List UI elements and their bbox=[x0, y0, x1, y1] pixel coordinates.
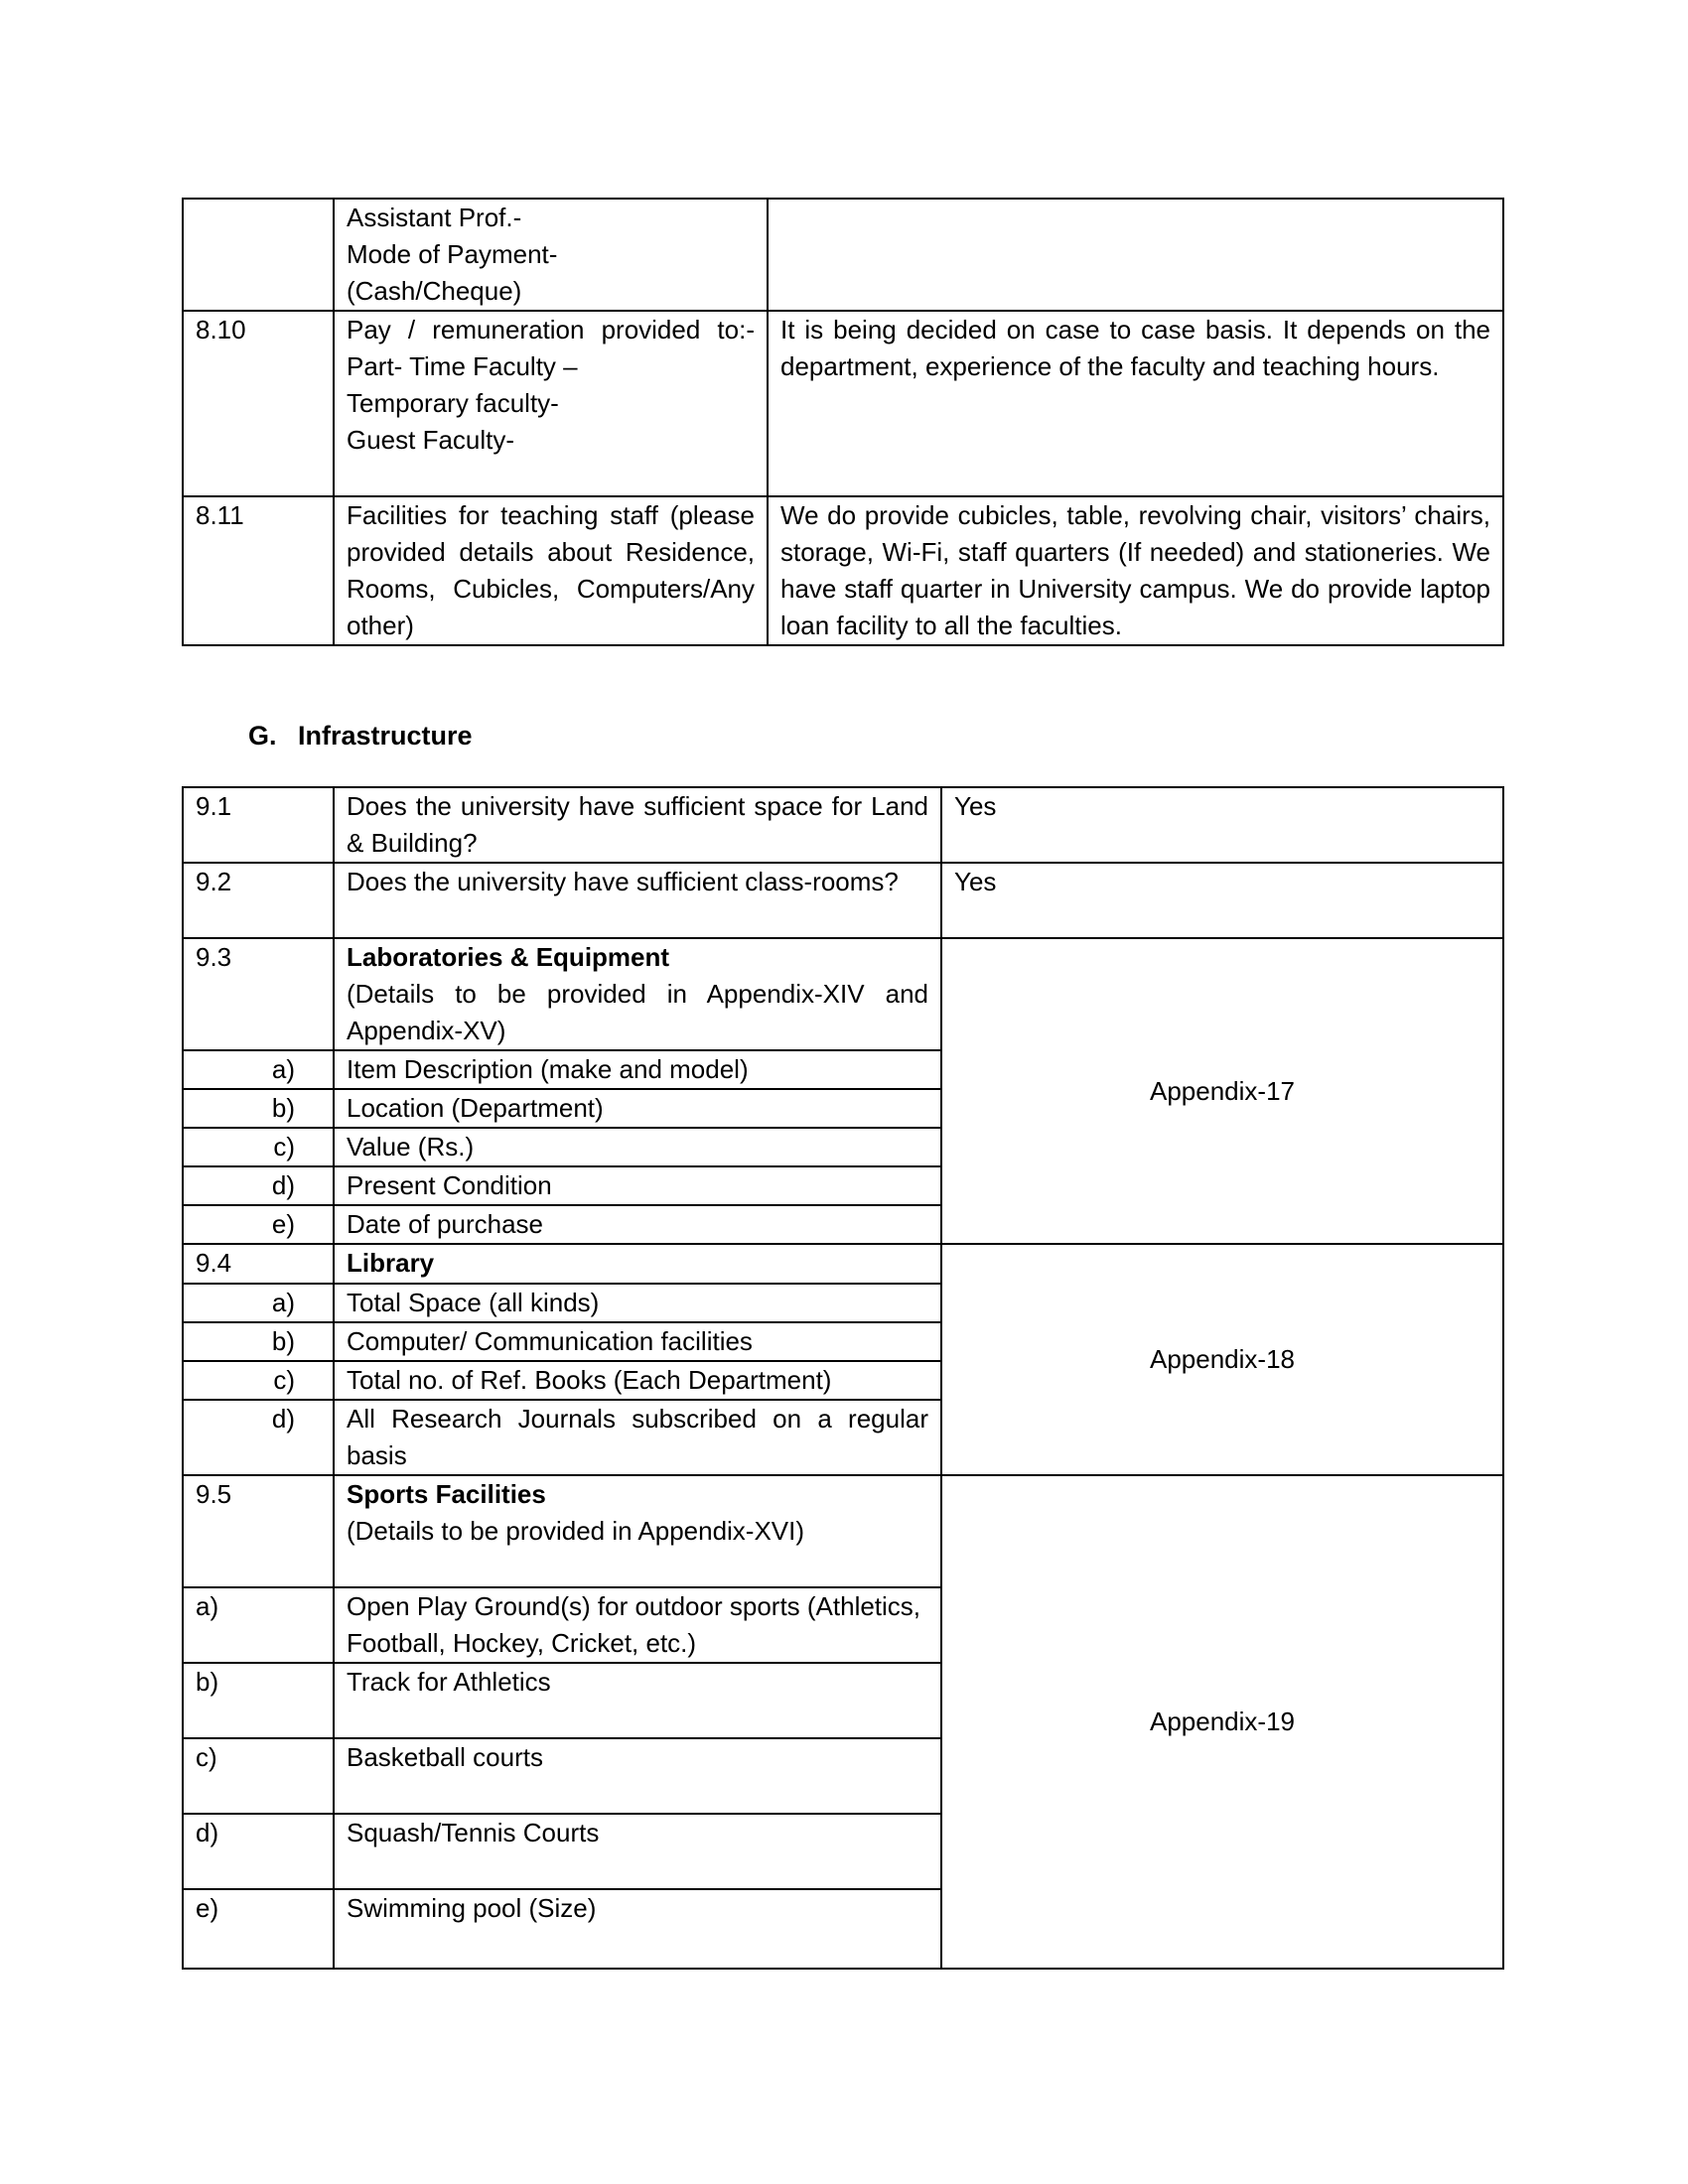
item-title: Library bbox=[334, 1244, 941, 1284]
row-number: 9.1 bbox=[183, 787, 334, 863]
sub-letter: e) bbox=[183, 1889, 334, 1969]
sub-letter: d) bbox=[183, 1166, 334, 1205]
sub-item: Location (Department) bbox=[334, 1089, 941, 1128]
item-line: Pay / remuneration provided to:- bbox=[347, 315, 755, 344]
row-item: Facilities for teaching staff (please provided details about Residence, Rooms, Cubicles, Computers/Any other) bbox=[334, 496, 768, 645]
item-line: (Cash/Cheque) bbox=[347, 276, 522, 306]
section-letter: G. bbox=[248, 721, 277, 751]
sub-letter: b) bbox=[183, 1663, 334, 1738]
sub-letter: c) bbox=[183, 1361, 334, 1400]
sub-letter: c) bbox=[183, 1738, 334, 1814]
sub-letter: e) bbox=[183, 1205, 334, 1244]
sub-item: Basketball courts bbox=[334, 1738, 941, 1814]
sub-letter: d) bbox=[183, 1400, 334, 1475]
appendix-cell: Appendix-17 bbox=[941, 938, 1503, 1244]
table-row bbox=[183, 199, 1503, 311]
table-row bbox=[183, 1244, 1503, 1284]
row-number: 9.2 bbox=[183, 863, 334, 938]
sub-item: Item Description (make and model) bbox=[334, 1050, 941, 1089]
section-heading bbox=[248, 718, 473, 754]
item-line: Guest Faculty- bbox=[347, 425, 515, 455]
row-number bbox=[183, 199, 334, 311]
table-row bbox=[183, 787, 1503, 863]
table-row bbox=[183, 938, 1503, 1050]
sub-item: Total Space (all kinds) bbox=[334, 1284, 941, 1322]
sub-letter: a) bbox=[183, 1284, 334, 1322]
row-answer: We do provide cubicles, table, revolving chair, visitors’ chairs, storage, Wi-Fi, staff quarters (If needed) and stationeries. We have staff quarter in University campus. We do provide laptop loan facility to all the faculties. bbox=[768, 496, 1503, 645]
row-answer: It is being decided on case to case basis. It depends on the department, experience of the faculty and teaching hours. bbox=[768, 311, 1503, 496]
sub-item: Swimming pool (Size) bbox=[334, 1889, 941, 1969]
row-item: Does the university have sufficient class-rooms? bbox=[334, 863, 941, 938]
table-row bbox=[183, 1475, 1503, 1587]
row-item bbox=[334, 311, 768, 496]
row-answer bbox=[768, 199, 1503, 311]
item-line: Part- Time Faculty – bbox=[347, 351, 578, 381]
item-line: Assistant Prof.- bbox=[347, 203, 522, 232]
sub-item: Value (Rs.) bbox=[334, 1128, 941, 1166]
infrastructure-table bbox=[182, 786, 1504, 1970]
sub-item: Open Play Ground(s) for outdoor sports (Athletics, Football, Hockey, Cricket, etc.) bbox=[334, 1587, 941, 1663]
row-number: 9.3 bbox=[183, 938, 334, 1050]
faculty-table bbox=[182, 198, 1504, 646]
row-number: 9.4 bbox=[183, 1244, 334, 1284]
sub-item: Computer/ Communication facilities bbox=[334, 1322, 941, 1361]
row-answer: Yes bbox=[941, 787, 1503, 863]
row-answer: Yes bbox=[941, 863, 1503, 938]
sub-item: Total no. of Ref. Books (Each Department) bbox=[334, 1361, 941, 1400]
sub-item: Date of purchase bbox=[334, 1205, 941, 1244]
table-row bbox=[183, 311, 1503, 496]
row-number: 8.11 bbox=[183, 496, 334, 645]
row-item bbox=[334, 199, 768, 311]
item-title: Sports Facilities bbox=[347, 1479, 546, 1509]
sub-letter: b) bbox=[183, 1322, 334, 1361]
sub-letter: b) bbox=[183, 1089, 334, 1128]
table-row bbox=[183, 496, 1503, 645]
sub-item: Present Condition bbox=[334, 1166, 941, 1205]
row-item bbox=[334, 938, 941, 1050]
row-number: 8.10 bbox=[183, 311, 334, 496]
section-title: Infrastructure bbox=[298, 721, 473, 751]
table-row bbox=[183, 863, 1503, 938]
row-item: Does the university have sufficient space for Land & Building? bbox=[334, 787, 941, 863]
item-line: Mode of Payment- bbox=[347, 239, 558, 269]
sub-letter: d) bbox=[183, 1814, 334, 1889]
row-item bbox=[334, 1475, 941, 1587]
sub-letter: c) bbox=[183, 1128, 334, 1166]
sub-letter: a) bbox=[183, 1587, 334, 1663]
item-note: (Details to be provided in Appendix-XVI) bbox=[347, 1516, 805, 1546]
item-line: Temporary faculty- bbox=[347, 388, 559, 418]
sub-item: Squash/Tennis Courts bbox=[334, 1814, 941, 1889]
row-number: 9.5 bbox=[183, 1475, 334, 1587]
sub-item: All Research Journals subscribed on a regular basis bbox=[334, 1400, 941, 1475]
item-title: Laboratories & Equipment bbox=[347, 942, 670, 972]
appendix-cell: Appendix-19 bbox=[941, 1475, 1503, 1969]
sub-letter: a) bbox=[183, 1050, 334, 1089]
item-note: (Details to be provided in Appendix-XIV and Appendix-XV) bbox=[347, 979, 928, 1045]
sub-item: Track for Athletics bbox=[334, 1663, 941, 1738]
appendix-cell: Appendix-18 bbox=[941, 1244, 1503, 1475]
